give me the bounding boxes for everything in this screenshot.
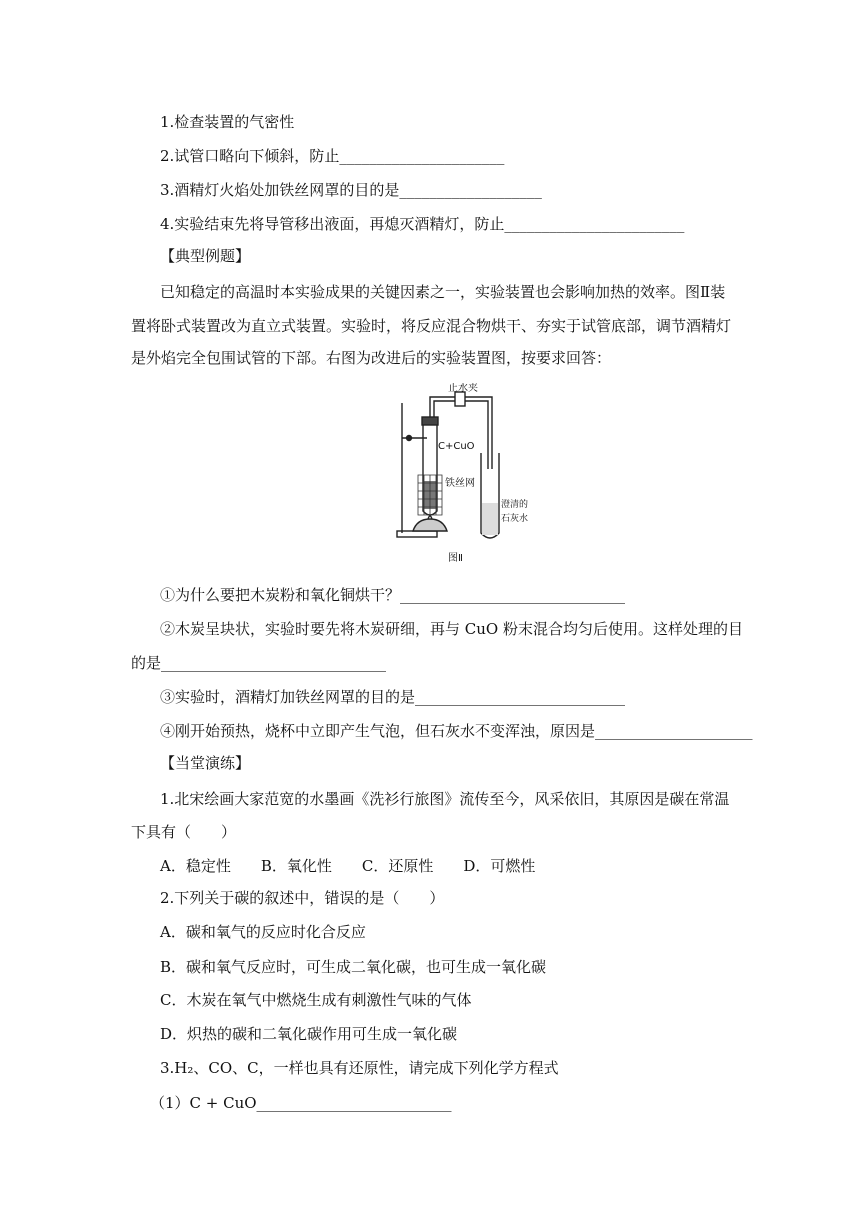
practice-q2-option-d: D．炽热的碳和二氧化碳作用可生成一氧化碳: [160, 1025, 458, 1043]
practice-q2-option-a: A．碳和氧气的反应时化合反应: [160, 923, 366, 941]
step-1: 1.检查装置的气密性: [160, 113, 295, 131]
wire-gauze: [418, 475, 442, 515]
practice-q3-stem: 3.H₂、CO、C，一样也具有还原性，请完成下列化学方程式: [160, 1059, 559, 1077]
example-paragraph-line-3: 是外焰完全包围试管的下部。右图为改进后的实验装置图，按要求回答：: [131, 349, 612, 367]
question-4: ④刚开始预热，烧杯中立即产生气泡，但石灰水不变浑浊，原因是_____________________: [160, 722, 753, 740]
practice-q2-option-b: B．碳和氧气反应时，可生成二氧化碳，也可生成一氧化碳: [160, 958, 547, 976]
practice-q1-line-1: 1.北宋绘画大家范宽的水墨画《洗衫行旅图》流传至今，风采依旧，其原因是碳在常温: [160, 790, 730, 808]
question-1: ①为什么要把木炭粉和氧化铜烘干？______________________________: [160, 586, 626, 604]
figure-caption: 图Ⅱ: [448, 553, 463, 564]
alcohol-lamp: [413, 519, 447, 531]
label-mixture: C+CuO: [438, 441, 475, 452]
stop-clamp: [455, 392, 465, 406]
question-2: ②木炭呈块状，实验时要先将木炭研细，再与 CuO 粉末混合均匀后使用。这样处理的目: [160, 620, 743, 638]
practice-q2-stem: 2.下列关于碳的叙述中，错误的是（ ）: [160, 889, 445, 907]
label-limewater-2: 石灰水: [501, 514, 529, 524]
example-paragraph-line-2: 置将卧式装置改为直立式装置。实验时，将反应混合物烘干、夯实于试管底部，调节酒精灯: [131, 317, 732, 335]
step-4: 4.实验结束先将导管移出液面，再熄灭酒精灯，防止________________________: [160, 215, 685, 233]
delivery-tube: [430, 397, 492, 469]
practice-q1-line-2: 下具有（ ）: [131, 823, 237, 841]
practice-heading: 【当堂演练】: [160, 754, 251, 772]
step-3: 3.酒精灯火焰处加铁丝网罩的目的是___________________: [160, 181, 542, 199]
question-2-cont: 的是______________________________: [131, 654, 387, 672]
practice-q1-options: A．稳定性 B．氧化性 C．还原性 D．可燃性: [160, 857, 536, 875]
question-3: ③实验时，酒精灯加铁丝网罩的目的是____________________________: [160, 688, 626, 706]
apparatus-figure: [393, 383, 533, 568]
label-clamp: 止水夹: [448, 383, 478, 394]
label-limewater-1: 澄清的: [501, 500, 529, 510]
practice-q2-option-c: C．木炭在氧气中燃烧生成有刺激性气味的气体: [160, 991, 472, 1009]
example-paragraph-line-1: 已知稳定的高温时本实验成果的关键因素之一，实验装置也会影响加热的效率。图Ⅱ装: [160, 283, 726, 301]
example-heading: 【典型例题】: [160, 247, 251, 265]
practice-q3-item-1: （1）C + CuO__________________________: [150, 1094, 452, 1112]
step-2: 2.试管口略向下倾斜，防止______________________: [160, 147, 505, 165]
label-gauze: 铁丝网: [445, 478, 475, 489]
stand-base: [397, 531, 437, 537]
